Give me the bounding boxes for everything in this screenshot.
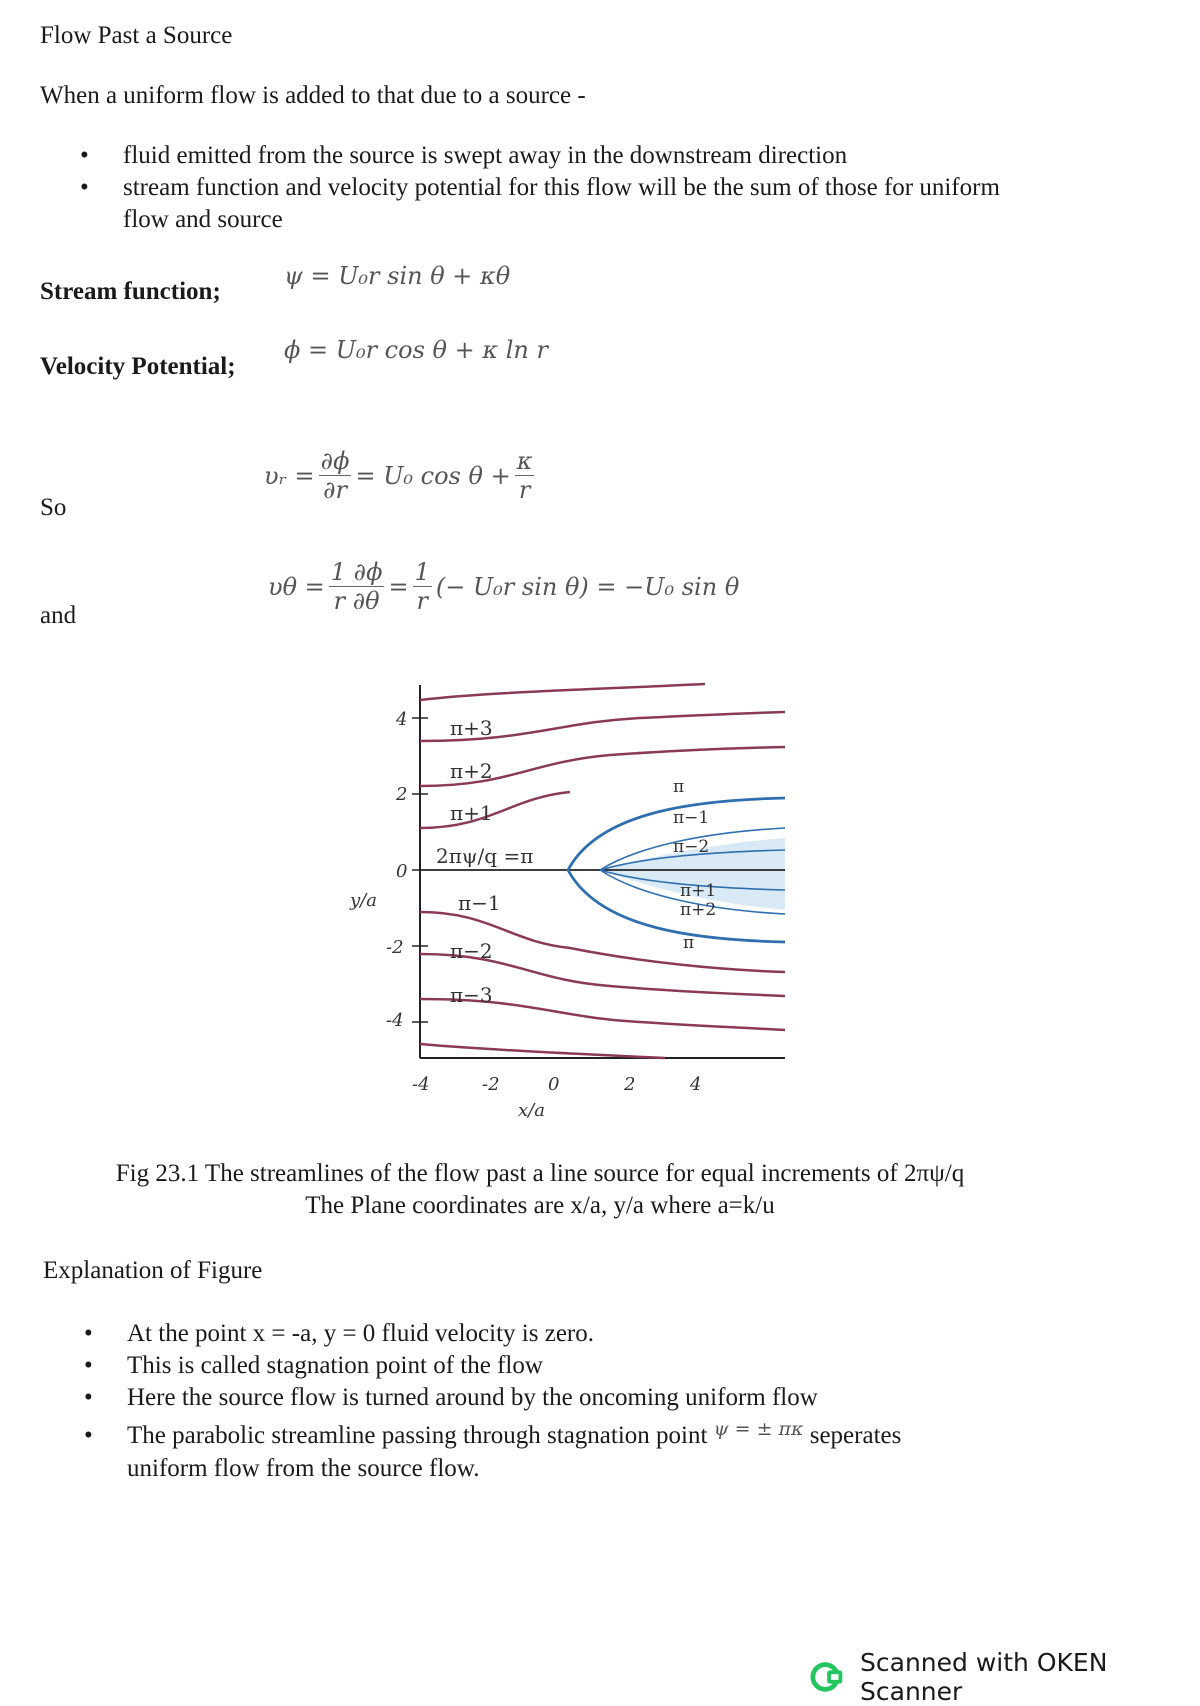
vt-lhs: υθ = — [268, 572, 325, 601]
caption-line-2: The Plane coordinates are x/a, y/a where a=k/u — [305, 1192, 775, 1219]
list-item: • stream function and velocity potential for this flow will be the sum of those for uniform flow and source — [80, 172, 1040, 236]
streamline-figure — [340, 670, 810, 1130]
streamline-pi-minus-4 — [420, 1044, 665, 1058]
streamline-label: π+3 — [450, 716, 493, 740]
fraction-numerator: ∂ϕ — [320, 447, 350, 475]
page-title: Flow Past a Source — [40, 22, 233, 49]
streamline-label: π−3 — [450, 983, 493, 1007]
list-item: • This is called stagnation point of the flow — [84, 1350, 1084, 1382]
inner-streamline-label: π−1 — [673, 808, 710, 828]
so-label: So — [40, 494, 67, 521]
y-tick-label: 2 — [396, 784, 408, 805]
fraction-denominator: ∂r — [323, 476, 347, 504]
y-tick-label: -4 — [386, 1010, 404, 1031]
streamline-label: 2πψ/q =π — [436, 844, 534, 868]
intro-text: When a uniform flow is added to that due to a source - — [40, 82, 586, 109]
radial-velocity-equation — [264, 447, 538, 504]
y-tick-label: -2 — [386, 937, 404, 958]
scanner-text: Scanned with OKEN Scanner — [860, 1648, 1108, 1706]
tangential-velocity-equation — [268, 558, 739, 615]
x-axis-label: x/a — [518, 1100, 545, 1121]
inner-streamline-label: π+1 — [680, 881, 717, 901]
x-tick-label: 2 — [624, 1074, 636, 1095]
y-tick-label: 4 — [396, 709, 408, 730]
stream-function-equation: ψ = U₀r sin θ + κθ — [284, 262, 511, 290]
one-over-r-fraction — [413, 558, 432, 615]
fraction-numerator: κ — [516, 447, 533, 475]
kappa-r-fraction — [515, 447, 535, 504]
x-tick-label: 0 — [548, 1074, 560, 1095]
list-item: • Here the source flow is turned around by the oncoming uniform flow — [84, 1382, 1084, 1414]
x-tick-label: -4 — [412, 1074, 430, 1095]
list-item — [84, 1420, 1084, 1485]
streamline-label: π+1 — [450, 801, 493, 825]
explanation-bullet-list — [84, 1318, 1084, 1485]
streamline-pi-plus-4 — [420, 684, 705, 700]
vt-equals: = — [388, 572, 409, 601]
vt-rest: (− U₀r sin θ) = −U₀ sin θ — [435, 572, 740, 601]
streamline-label: π−2 — [450, 939, 493, 963]
list-item: • At the point x = -a, y = 0 fluid velocity is zero. — [84, 1318, 1084, 1350]
stream-function-label: Stream function; — [40, 278, 221, 305]
velocity-potential-label: Velocity Potential; — [40, 353, 236, 380]
inner-streamline-label: π+2 — [680, 900, 717, 920]
top-bullet-list — [80, 140, 1040, 236]
fraction-numerator: 1 — [414, 558, 430, 586]
explanation-heading: Explanation of Figure — [43, 1257, 263, 1284]
fraction-denominator: r — [416, 587, 428, 615]
stagnation-streamline-equation: ψ = ± πκ — [713, 1418, 804, 1440]
inner-streamline-label: π — [673, 777, 685, 797]
streamline-label: π−1 — [458, 891, 501, 915]
x-tick-label: 4 — [690, 1074, 702, 1095]
caption-line-1: Fig 23.1 The streamlines of the flow past a line source for equal increments of 2πψ/q — [115, 1160, 965, 1187]
partial-phi-r-fraction — [319, 447, 352, 504]
fraction-denominator: r ∂θ — [333, 587, 380, 615]
y-tick-label: 0 — [396, 861, 408, 882]
inner-streamline-label: π−2 — [673, 837, 710, 857]
vr-middle: = U₀ cos θ + — [355, 461, 511, 490]
streamline-label: π+2 — [450, 759, 493, 783]
velocity-potential-equation: ϕ = U₀r cos θ + κ ln r — [284, 336, 548, 364]
inner-streamline-label: π — [683, 933, 695, 953]
streamline-pi-plus-1 — [420, 792, 570, 828]
fraction-denominator: r — [518, 476, 531, 504]
vr-lhs: υᵣ = — [264, 461, 315, 490]
oken-scanner-logo-icon — [810, 1660, 848, 1694]
figure-caption — [40, 1158, 1040, 1222]
and-label: and — [40, 602, 77, 629]
scanner-watermark — [810, 1648, 1200, 1706]
last-bullet-text: The parabolic streamline passing through stagnation point — [127, 1422, 708, 1449]
list-item: • fluid emitted from the source is swept away in the downstream direction — [80, 140, 1040, 172]
last-bullet-text-end: seperates — [809, 1422, 902, 1449]
x-tick-label: -2 — [482, 1074, 500, 1095]
fraction-numerator: 1 ∂ϕ — [330, 558, 383, 586]
y-axis-label: y/a — [350, 890, 377, 911]
partial-phi-theta-fraction — [329, 558, 385, 615]
last-bullet-line-2: uniform flow from the source flow. — [127, 1455, 480, 1482]
